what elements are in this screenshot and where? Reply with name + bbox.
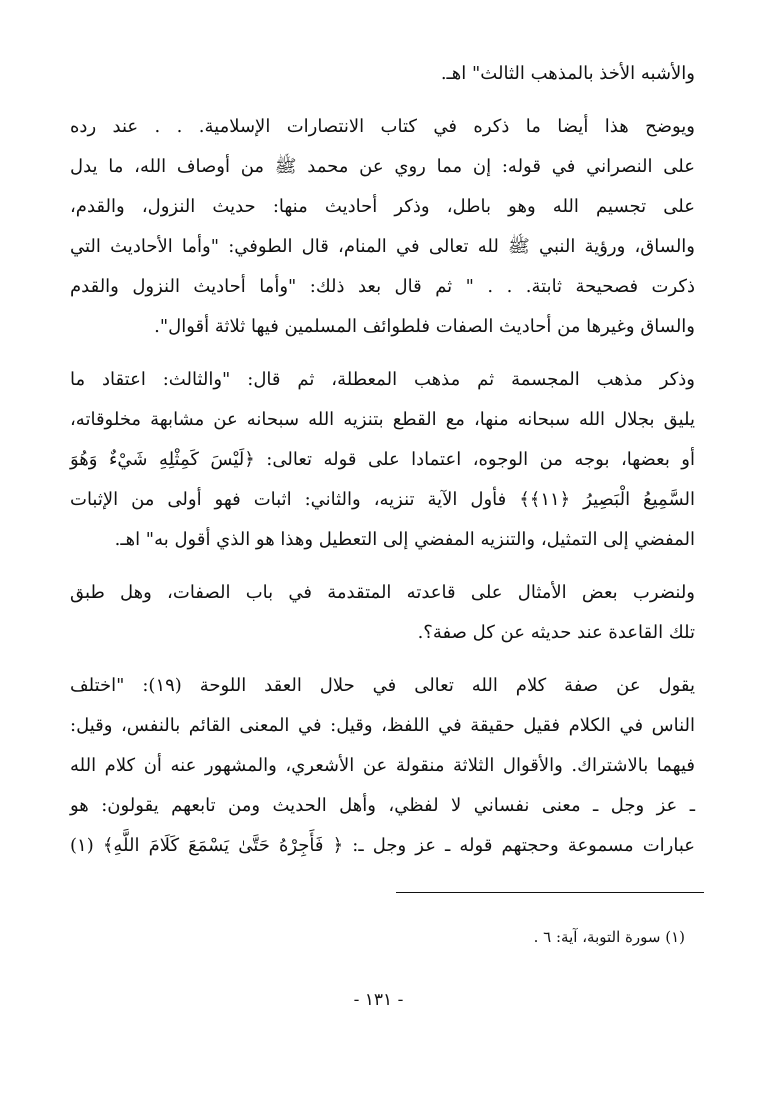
text-line: والساق، ورؤية النبي ﷺ لله تعالى في المنام، قال الطوفي: "وأما الأحاديث التي	[70, 236, 695, 257]
text-line: تلك القاعدة عند حديثه عن كل صفة؟.	[417, 622, 695, 643]
text-line: على تجسيم الله وهو باطل، وذكر أحاديث منها: حديث النزول، والقدم،	[70, 196, 695, 217]
text-line: والأشبه الأخذ بالمذهب الثالث" اهـ.	[440, 63, 695, 84]
text-line: ـ عز وجل ـ معنى نفساني لا لفظي، وأهل الحديث ومن تابعهم يقولون: هو	[70, 795, 695, 816]
text-line: فيهما بالاشتراك. والأقوال الثلاثة منقولة عن الأشعري، والمشهور عنه أن كلام الله	[70, 755, 695, 776]
paragraph-5	[70, 666, 695, 866]
text-line: الناس في الكلام فقيل حقيقة في اللفظ، وقيل: في المعنى القائم بالنفس، وقيل:	[70, 715, 695, 736]
paragraph-4	[70, 573, 695, 653]
text-line: ذكرت فصحيحة ثابتة. . . " ثم قال بعد ذلك: "وأما أحاديث النزول والقدم	[70, 276, 695, 297]
text-line: وذكر مذهب المجسمة ثم مذهب المعطلة، ثم قال: "والثالث: اعتقاد ما	[70, 369, 695, 390]
footnote-divider	[396, 892, 704, 893]
text-line: ويوضح هذا أيضا ما ذكره في كتاب الانتصارات الإسلامية. . . عند رده	[70, 116, 695, 137]
paragraph-2	[70, 107, 695, 347]
text-line: السَّمِيعُ الْبَصِيرُ ﴿١١﴾﴾ فأول الآية تنزيه، والثاني: اثبات فهو أولى من الإثبات	[70, 489, 696, 510]
text-line: على النصراني في قوله: إن مما روي عن محمد ﷺ من أوصاف الله، ما يدل	[70, 156, 695, 177]
text-line: المفضي إلى التمثيل، والتنزيه المفضي إلى التعطيل وهذا هو الذي أقول به" اهـ.	[114, 529, 695, 550]
text-line: ولنضرب بعض الأمثال على قاعدته المتقدمة في باب الصفات، وهل طبق	[70, 582, 695, 603]
footnote: (١) سورة التوبة، آية: ٦ .	[533, 928, 685, 946]
text-line: والساق وغيرها من أحاديث الصفات فلطوائف المسلمين فيها ثلاثة أقوال".	[154, 316, 695, 337]
text-line: أو بعضها، بوجه من الوجوه، اعتمادا على قوله تعالى: ﴿لَيْسَ كَمِثْلِهِ شَيْءٌ وَهُوَ	[70, 449, 695, 470]
text-line: يليق بجلال الله سبحانه منها، مع القطع بتنزيه الله سبحانه عن مشابهة مخلوقاته،	[70, 409, 695, 430]
text-line: عبارات مسموعة وحجتهم قوله ـ عز وجل ـ: ﴿ فَأَجِرْهُ حَتَّىٰ يَسْمَعَ كَلَامَ اللَّهِ﴾ (١)	[70, 835, 695, 856]
paragraph-3	[70, 360, 695, 560]
body-text	[70, 54, 695, 866]
paragraph-1	[70, 54, 695, 94]
page-number: - ١٣١ -	[353, 990, 404, 1010]
text-line: يقول عن صفة كلام الله تعالى في حلال العقد اللوحة (١٩): "اختلف	[70, 675, 695, 696]
